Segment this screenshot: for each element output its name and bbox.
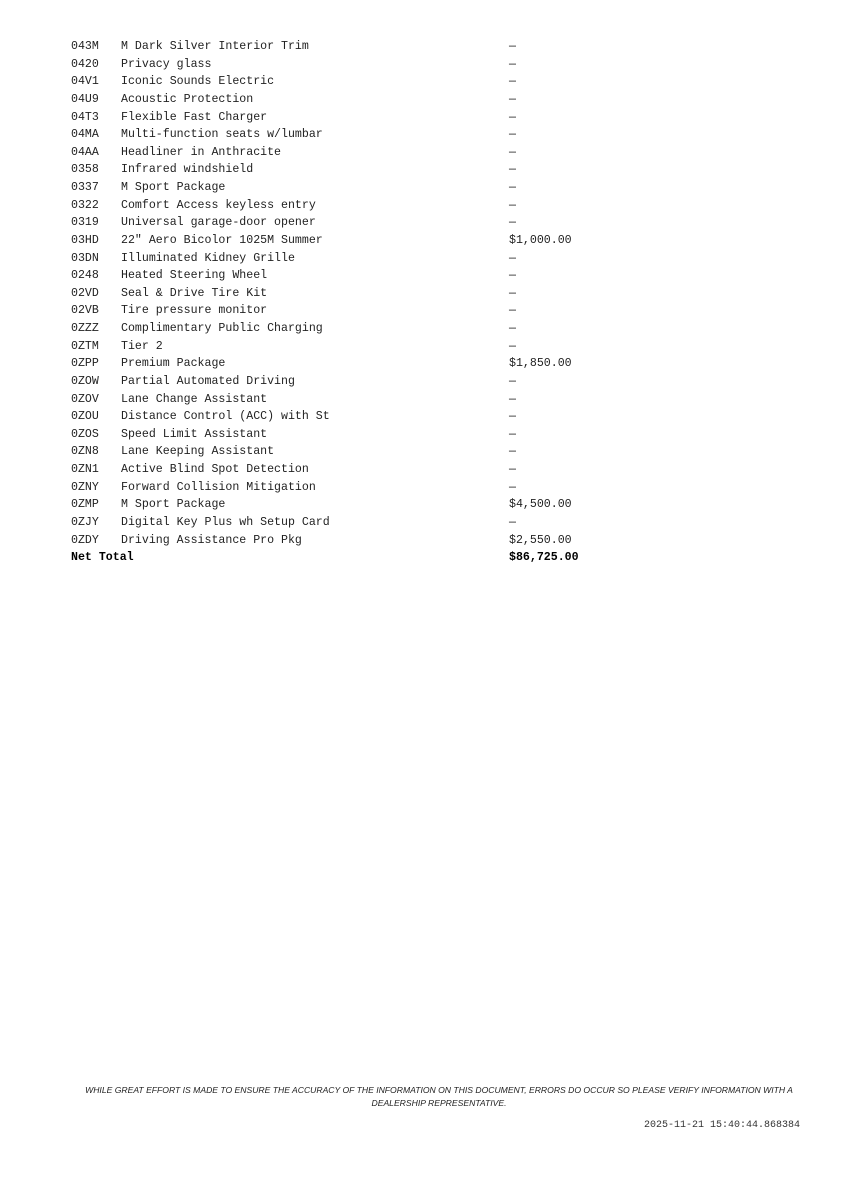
net-total-label: Net Total [71, 551, 134, 565]
table-row [71, 144, 516, 162]
option-description: Lane Change Assistant [121, 392, 268, 406]
table-row [71, 338, 516, 356]
table-row [71, 426, 516, 444]
table-row [71, 391, 516, 409]
option-description: Speed Limit Assistant [121, 427, 268, 441]
option-description: Driving Assistance Pro Pkg [121, 533, 302, 547]
option-code: 02VD [71, 286, 99, 300]
option-code: 0319 [71, 216, 99, 230]
table-row [71, 126, 516, 144]
table-row [71, 514, 516, 532]
table-row [71, 355, 572, 373]
option-price: $2,550.00 [509, 533, 572, 547]
option-price: — [509, 269, 516, 283]
option-code: 0ZOU [71, 410, 99, 424]
option-code: 0248 [71, 269, 99, 283]
option-description: Tire pressure monitor [121, 304, 268, 318]
option-price: — [509, 392, 516, 406]
option-description: Acoustic Protection [121, 92, 254, 106]
option-price: $1,850.00 [509, 357, 572, 371]
option-code: 0ZTM [71, 339, 99, 353]
option-description: 22" Aero Bicolor 1025M Summer [121, 233, 323, 247]
option-price: $1,000.00 [509, 233, 572, 247]
options-table [71, 38, 579, 567]
table-row [71, 38, 516, 56]
table-row [71, 250, 516, 268]
table-row [71, 443, 516, 461]
option-code: 043M [71, 40, 99, 53]
option-code: 0ZNY [71, 480, 99, 494]
option-description: Digital Key Plus wh Setup Card [121, 515, 330, 529]
option-description: Premium Package [121, 357, 226, 371]
option-price: — [509, 216, 516, 230]
option-price: — [509, 128, 516, 142]
option-price: — [509, 515, 516, 529]
net-total-row [71, 549, 579, 567]
option-code: 0ZPP [71, 357, 99, 371]
table-row [71, 408, 516, 426]
option-description: Active Blind Spot Detection [121, 463, 309, 476]
table-row [71, 320, 516, 338]
option-code: 0322 [71, 198, 99, 212]
table-row [71, 285, 516, 303]
option-description: Headliner in Anthracite [121, 145, 282, 159]
option-price: — [509, 75, 516, 89]
option-description: Illuminated Kidney Grille [121, 251, 295, 265]
option-code: 0ZN1 [71, 463, 99, 476]
option-description: Partial Automated Driving [121, 374, 295, 388]
option-description: Tier 2 [121, 339, 163, 353]
option-code: 02VB [71, 304, 99, 318]
option-price: — [509, 410, 516, 424]
option-price: — [509, 322, 516, 335]
option-description: Multi-function seats w/lumbar [121, 128, 323, 142]
option-price: — [509, 92, 516, 106]
option-price: — [509, 251, 516, 265]
option-price: $4,500.00 [509, 498, 572, 512]
option-price: — [509, 57, 516, 71]
option-description: Iconic Sounds Electric [121, 75, 275, 89]
timestamp: 2025-11-21 15:40:44.868384 [643, 1120, 800, 1131]
option-code: 04T3 [71, 110, 99, 124]
option-code: 0ZDY [71, 533, 99, 547]
option-code: 0ZN8 [71, 445, 99, 459]
option-price: — [509, 445, 516, 459]
option-code: 03HD [71, 233, 99, 247]
table-row [71, 56, 516, 74]
table-row [71, 267, 516, 285]
table-row [71, 461, 516, 479]
table-row [71, 532, 572, 550]
option-price: — [509, 286, 516, 300]
option-price: — [509, 163, 516, 177]
table-row [71, 161, 516, 179]
net-total-value: $86,725.00 [509, 551, 579, 565]
option-price: — [509, 198, 516, 212]
option-code: 0ZJY [71, 515, 99, 529]
option-price: — [509, 339, 516, 353]
option-price: — [509, 110, 516, 124]
table-row [71, 373, 516, 391]
option-code: 0420 [71, 57, 99, 71]
option-price: — [509, 304, 516, 318]
option-description: Privacy glass [121, 57, 212, 71]
option-description: Lane Keeping Assistant [121, 445, 275, 459]
option-description: Seal & Drive Tire Kit [121, 286, 268, 300]
option-price: — [509, 374, 516, 388]
table-row [71, 197, 516, 215]
option-price: — [509, 480, 516, 494]
option-code: 03DN [71, 251, 99, 265]
option-description: Flexible Fast Charger [121, 110, 268, 124]
table-row [71, 179, 516, 197]
option-description: Heated Steering Wheel [121, 269, 268, 283]
option-code: 0ZMP [71, 498, 99, 512]
option-price: — [509, 427, 516, 441]
option-price: — [509, 145, 516, 159]
option-description: M Sport Package [121, 498, 226, 512]
option-code: 04AA [71, 145, 99, 159]
option-price: — [509, 463, 516, 476]
option-price: — [509, 40, 516, 53]
option-description: Infrared windshield [121, 163, 254, 177]
option-description: Complimentary Public Charging [121, 322, 323, 335]
table-row [71, 73, 516, 91]
option-code: 04V1 [71, 75, 99, 89]
table-row [71, 109, 516, 127]
option-code: 0358 [71, 163, 99, 177]
table-row [71, 232, 572, 250]
option-description: Comfort Access keyless entry [121, 198, 316, 212]
table-row [71, 496, 572, 514]
option-code: 0ZOV [71, 392, 99, 406]
option-description: Forward Collision Mitigation [121, 480, 316, 494]
table-row [71, 214, 516, 232]
option-price: — [509, 181, 516, 194]
option-code: 0ZZZ [71, 322, 99, 335]
option-code: 0337 [71, 181, 99, 194]
option-description: Universal garage-door opener [121, 216, 316, 230]
option-description: M Sport Package [121, 181, 226, 194]
disclaimer: WHILE GREAT EFFORT IS MADE TO ENSURE THE ACCURACY OF THE INFORMATION ON THIS DOCUMENT, ERRORS DO OCCUR SO PLEASE VERIFY INFORMATION WITH A DEALERSHIP REPRESENTATIVE. [85, 1085, 793, 1108]
table-row [71, 479, 516, 497]
option-code: 04MA [71, 128, 99, 142]
option-description: M Dark Silver Interior Trim [121, 40, 309, 53]
option-code: 0ZOS [71, 427, 99, 441]
table-row [71, 302, 516, 320]
option-description: Distance Control (ACC) with St [121, 410, 330, 424]
table-row [71, 91, 516, 109]
option-code: 04U9 [71, 92, 99, 106]
option-code: 0ZOW [71, 374, 99, 388]
